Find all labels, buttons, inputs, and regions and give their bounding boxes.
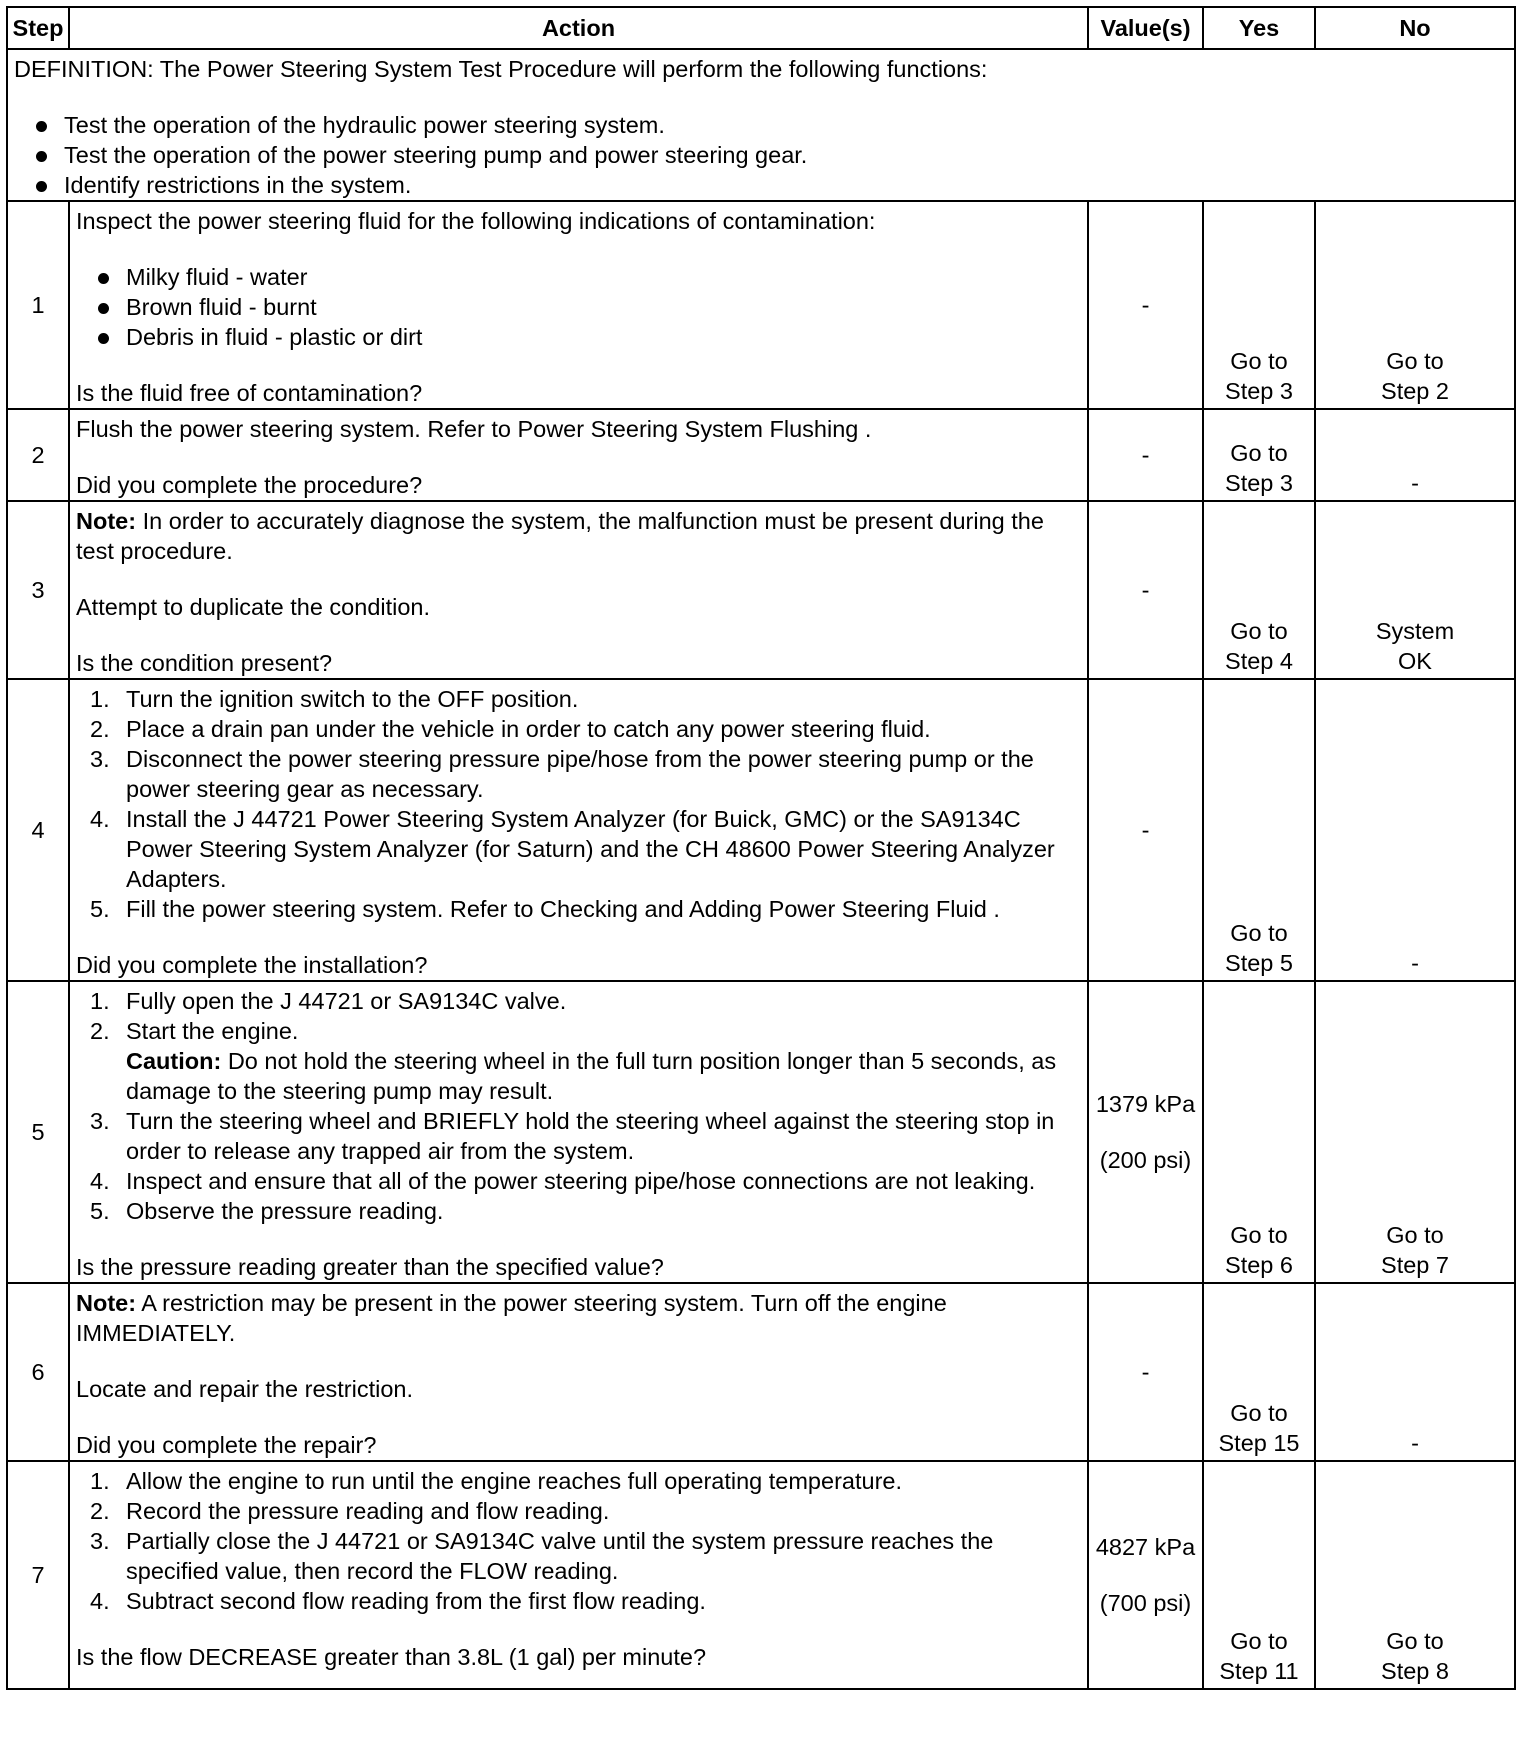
action-cell	[69, 981, 1088, 1283]
list-item: Debris in fluid - plastic or dirt	[76, 322, 1081, 352]
action-question: Did you complete the installation?	[76, 952, 428, 978]
yes-cell: Go to Step 4	[1203, 501, 1315, 679]
action-bullets	[76, 262, 1081, 352]
caution-label: Caution:	[126, 1048, 222, 1074]
header-step: Step	[7, 7, 69, 49]
no-cell: -	[1315, 679, 1515, 981]
action-steps	[76, 1466, 1081, 1616]
value-cell: -	[1088, 201, 1203, 409]
action-cell	[69, 201, 1088, 409]
action-note: Note: In order to accurately diagnose the system, the malfunction must be present during the test procedure.	[76, 508, 1044, 564]
yes-cell: Go to Step 6	[1203, 981, 1315, 1283]
no-cell: Go to Step 7	[1315, 981, 1515, 1283]
definition-row	[7, 49, 1515, 201]
value-psi: (200 psi)	[1099, 1147, 1192, 1173]
yes-cell: Go to Step 15	[1203, 1283, 1315, 1461]
action-instruction: Locate and repair the restriction.	[76, 1376, 414, 1402]
list-item: 2. Place a drain pan under the vehicle in order to catch any power steering fluid.	[90, 716, 931, 742]
action-question: Is the pressure reading greater than the specified value?	[76, 1254, 664, 1280]
action-instruction: Attempt to duplicate the condition.	[76, 594, 431, 620]
list-item: 4. Subtract second flow reading from the first flow reading.	[90, 1588, 706, 1614]
no-cell: -	[1315, 409, 1515, 501]
action-steps	[76, 986, 1081, 1226]
step-number: 3	[7, 501, 69, 679]
step-number: 6	[7, 1283, 69, 1461]
list-item: 1. Turn the ignition switch to the OFF position.	[90, 686, 579, 712]
value-cell: -	[1088, 409, 1203, 501]
list-item: 4. Inspect and ensure that all of the power steering pipe/hose connections are not leaking.	[90, 1168, 1036, 1194]
value-kpa: 1379 kPa	[1095, 1091, 1196, 1117]
no-cell: Go to Step 8	[1315, 1461, 1515, 1689]
action-note: Note: A restriction may be present in the power steering system. Turn off the engine IMMEDIATELY.	[76, 1290, 947, 1346]
table-row	[7, 1461, 1515, 1689]
action-question: Is the fluid free of contamination?	[76, 380, 423, 406]
list-item: 5. Observe the pressure reading.	[90, 1198, 444, 1224]
list-item: Test the operation of the hydraulic power steering system.	[14, 110, 1508, 140]
caution-text: Do not hold the steering wheel in the full turn position longer than 5 seconds, as damage to the steering pump may result.	[126, 1048, 1057, 1104]
action-cell	[69, 1283, 1088, 1461]
table-row	[7, 679, 1515, 981]
list-item: Brown fluid - burnt	[76, 292, 1081, 322]
no-cell: System OK	[1315, 501, 1515, 679]
action-cell	[69, 679, 1088, 981]
value-cell	[1088, 1461, 1203, 1689]
list-item: 1. Fully open the J 44721 or SA9134C valve.	[90, 988, 567, 1014]
list-item: Identify restrictions in the system.	[14, 170, 1508, 200]
action-question: Is the flow DECREASE greater than 3.8L (1 gal) per minute?	[76, 1644, 707, 1670]
yes-cell: Go to Step 5	[1203, 679, 1315, 981]
header-row	[7, 7, 1515, 49]
list-item: 3. Turn the steering wheel and BRIEFLY hold the steering wheel against the steering stop in order to release any trapped air from the system.	[90, 1108, 1055, 1164]
yes-cell: Go to Step 11	[1203, 1461, 1315, 1689]
header-action: Action	[69, 7, 1088, 49]
diagnostic-table	[6, 6, 1516, 1690]
action-intro: Flush the power steering system. Refer to Power Steering System Flushing .	[76, 416, 872, 442]
no-cell: -	[1315, 1283, 1515, 1461]
step-number: 7	[7, 1461, 69, 1689]
yes-cell: Go to Step 3	[1203, 409, 1315, 501]
action-cell	[69, 409, 1088, 501]
step-number: 1	[7, 201, 69, 409]
table-row	[7, 501, 1515, 679]
action-question: Did you complete the procedure?	[76, 472, 423, 498]
step-number: 5	[7, 981, 69, 1283]
action-question: Is the condition present?	[76, 650, 333, 676]
action-intro: Inspect the power steering fluid for the following indications of contamination:	[76, 208, 876, 234]
list-item: 3. Disconnect the power steering pressure pipe/hose from the power steering pump or the power steering gear as necessary.	[90, 746, 1034, 802]
list-item: 3. Partially close the J 44721 or SA9134C valve until the system pressure reaches the specified value, then record the FLOW reading.	[90, 1528, 994, 1584]
yes-cell: Go to Step 3	[1203, 201, 1315, 409]
list-item: 1. Allow the engine to run until the engine reaches full operating temperature.	[90, 1468, 902, 1494]
definition-bullets	[14, 110, 1508, 200]
action-cell	[69, 1461, 1088, 1689]
header-yes: Yes	[1203, 7, 1315, 49]
action-question: Did you complete the repair?	[76, 1432, 377, 1458]
list-item: 2. Start the engine. Caution: Do not hold the steering wheel in the full turn position longer than 5 seconds, as damage to the steering pump may result.	[90, 1018, 1057, 1104]
value-cell: -	[1088, 501, 1203, 679]
action-steps	[76, 684, 1081, 924]
action-cell	[69, 501, 1088, 679]
value-cell: -	[1088, 1283, 1203, 1461]
step-number: 2	[7, 409, 69, 501]
value-kpa: 4827 kPa	[1095, 1534, 1196, 1560]
list-item: Test the operation of the power steering pump and power steering gear.	[14, 140, 1508, 170]
table-row	[7, 409, 1515, 501]
value-cell	[1088, 981, 1203, 1283]
table-row	[7, 201, 1515, 409]
list-item: 4. Install the J 44721 Power Steering System Analyzer (for Buick, GMC) or the SA9134C Power Steering System Analyzer (for Saturn) and the CH 48600 Power Steering Analyzer Adapters.	[90, 806, 1055, 892]
header-values: Value(s)	[1088, 7, 1203, 49]
definition-intro: DEFINITION: The Power Steering System Test Procedure will perform the following functions:	[14, 56, 988, 82]
no-cell: Go to Step 2	[1315, 201, 1515, 409]
definition-cell	[7, 49, 1515, 201]
header-no: No	[1315, 7, 1515, 49]
list-item: Milky fluid - water	[76, 262, 1081, 292]
list-item: 5. Fill the power steering system. Refer to Checking and Adding Power Steering Fluid .	[90, 896, 1000, 922]
list-item: 2. Record the pressure reading and flow reading.	[90, 1498, 610, 1524]
step-number: 4	[7, 679, 69, 981]
value-psi: (700 psi)	[1099, 1590, 1192, 1616]
table-row	[7, 981, 1515, 1283]
table-row	[7, 1283, 1515, 1461]
value-cell: -	[1088, 679, 1203, 981]
